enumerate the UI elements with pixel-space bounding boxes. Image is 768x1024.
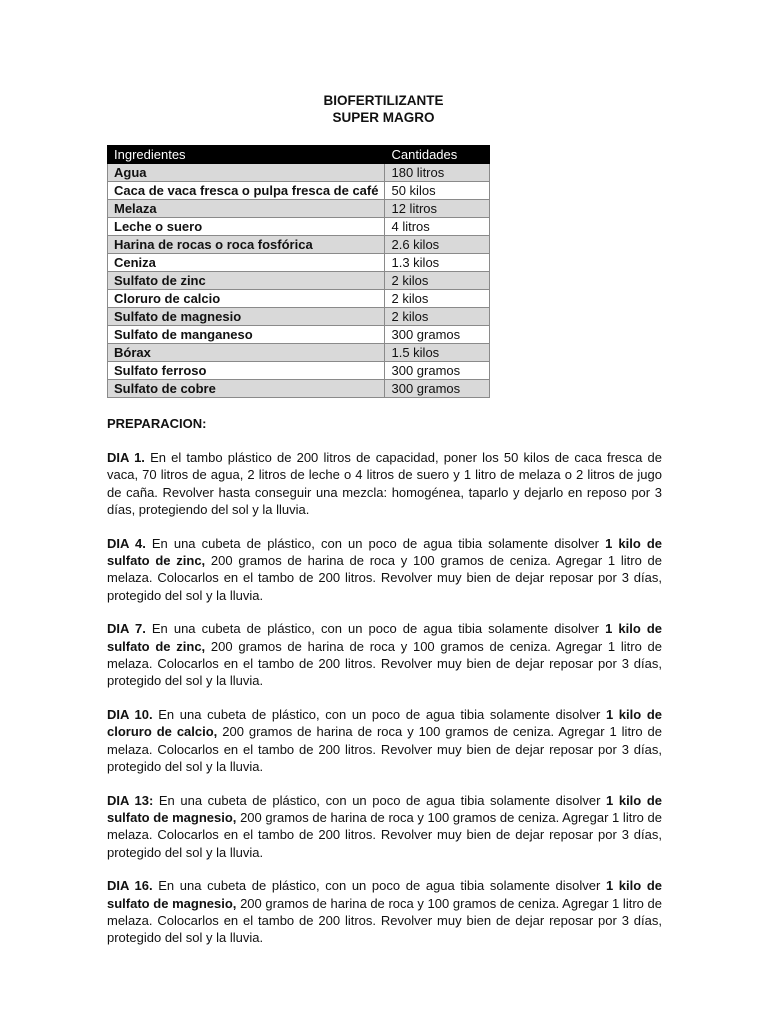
table-header-row xyxy=(108,146,490,164)
title-line-2: SUPER MAGRO xyxy=(332,110,435,125)
ingredient-name: Caca de vaca fresca o pulpa fresca de café xyxy=(108,182,385,200)
paragraph-dia-16 xyxy=(107,877,662,947)
table-row xyxy=(108,200,490,218)
paragraph-text: En una cubeta de plástico, con un poco de agua tibia solamente disolver xyxy=(145,621,606,637)
paragraph-dia-10 xyxy=(107,706,662,776)
ingredient-name: Sulfato de cobre xyxy=(108,380,385,398)
ingredient-name: Cloruro de calcio xyxy=(108,290,385,308)
ingredient-quantity: 2 kilos xyxy=(385,290,490,308)
ingredient-quantity: 300 gramos xyxy=(385,380,490,398)
paragraph-text-rest: 200 gramos de harina de roca y 100 gramos de ceniza. Agregar 1 litro de melaza. Colocarlos en el tambo de 200 litros. Revolver muy bien de dejar reposar por 3 días, protegido del sol y la lluvia. xyxy=(107,553,663,603)
table-row xyxy=(108,218,490,236)
ingredient-quantity: 12 litros xyxy=(385,200,490,218)
paragraph-highlight: 1 kilo de cloruro de calcio, xyxy=(107,706,663,740)
paragraph-text: En el tambo plástico de 200 litros de capacidad, poner los 50 kilos de caca fresca de vaca, 70 litros de agua, 2 litros de leche o 4 litros de suero y 1 litro de melaza o 2 litros de jugo de caña. Revolver hasta conseguir una mezcla: homogénea, taparlo y dejarlo en reposo por 3 días, protegiendo del sol y la lluvia. xyxy=(107,450,663,518)
day-label: DIA 7. xyxy=(107,621,146,637)
table-row xyxy=(108,290,490,308)
ingredient-name: Harina de rocas o roca fosfórica xyxy=(108,236,385,254)
header-cantidades: Cantidades xyxy=(385,146,490,164)
day-label: DIA 4. xyxy=(107,535,146,551)
table-row xyxy=(108,164,490,182)
paragraph-dia-4 xyxy=(107,535,662,605)
table-row xyxy=(108,254,490,272)
paragraph-text: En una cubeta de plástico, con un poco de agua tibia solamente disolver xyxy=(152,878,606,894)
ingredient-name: Ceniza xyxy=(108,254,385,272)
paragraph-text-rest: 200 gramos de harina de roca y 100 gramos de ceniza. Agregar 1 litro de melaza. Colocarlos en el tambo de 200 litros. Revolver muy bien de dejar reposar por 3 días, protegido del sol y la lluvia. xyxy=(107,809,663,860)
paragraph-text-rest: 200 gramos de harina de roca y 100 gramos de ceniza. Agregar 1 litro de melaza. Colocarlos en el tambo de 200 litros. Revolver muy bien de dejar reposar por 3 días, protegido del sol y la lluvia. xyxy=(107,724,662,775)
table-row xyxy=(108,182,490,200)
day-label: DIA 13: xyxy=(107,792,154,808)
day-label: DIA 10. xyxy=(107,706,153,722)
paragraph-dia-1 xyxy=(107,449,662,519)
paragraph-text-rest: 200 gramos de harina de roca y 100 gramos de ceniza. Agregar 1 litro de melaza. Colocarlos en el tambo de 200 litros. Revolver muy bien de dejar reposar por 3 días, protegido del sol y la lluvia. xyxy=(107,895,663,946)
paragraph-dia-7 xyxy=(107,620,662,690)
header-ingredientes: Ingredientes xyxy=(108,146,385,164)
paragraph-highlight: 1 kilo de sulfato de zinc, xyxy=(107,535,662,569)
paragraph-text: En una cubeta de plástico, con un poco de agua tibia solamente disolver xyxy=(152,706,606,722)
paragraph-text: En una cubeta de plástico, con un poco de agua tibia solamente disolver xyxy=(145,535,606,551)
ingredient-quantity: 2.6 kilos xyxy=(385,236,490,254)
ingredients-table xyxy=(107,145,490,398)
paragraph-dia-13 xyxy=(107,792,662,862)
ingredient-name: Agua xyxy=(108,164,385,182)
ingredient-quantity: 2 kilos xyxy=(385,272,490,290)
table-row xyxy=(108,272,490,290)
table-row xyxy=(108,308,490,326)
ingredient-quantity: 4 litros xyxy=(385,218,490,236)
ingredient-quantity: 300 gramos xyxy=(385,326,490,344)
ingredient-name: Sulfato de magnesio xyxy=(108,308,385,326)
ingredient-quantity: 2 kilos xyxy=(385,308,490,326)
ingredient-name: Sulfato ferroso xyxy=(108,362,385,380)
table-row xyxy=(108,344,490,362)
ingredient-name: Melaza xyxy=(108,200,385,218)
ingredient-name: Sulfato de zinc xyxy=(108,272,385,290)
title-line-1: BIOFERTILIZANTE xyxy=(323,93,444,108)
paragraph-text: En una cubeta de plástico, con un poco de agua tibia solamente disolver xyxy=(153,792,607,808)
paragraph-text-rest: 200 gramos de harina de roca y 100 gramos de ceniza. Agregar 1 litro de melaza. Colocarlos en el tambo de 200 litros. Revolver muy bien de dejar reposar por 3 días, protegido del sol y la lluvia. xyxy=(107,638,663,689)
ingredient-quantity: 1.5 kilos xyxy=(385,344,490,362)
ingredient-quantity: 1.3 kilos xyxy=(385,254,490,272)
ingredient-quantity: 50 kilos xyxy=(385,182,490,200)
ingredient-name: Sulfato de manganeso xyxy=(108,326,385,344)
document-page xyxy=(107,92,662,947)
day-label: DIA 1. xyxy=(107,450,145,465)
ingredient-name: Leche o suero xyxy=(108,218,385,236)
document-title xyxy=(107,92,662,126)
table-row xyxy=(108,326,490,344)
ingredient-quantity: 180 litros xyxy=(385,164,490,182)
preparacion-heading: PREPARACION: xyxy=(107,416,207,431)
table-row xyxy=(108,362,490,380)
table-row xyxy=(108,380,490,398)
ingredient-quantity: 300 gramos xyxy=(385,362,490,380)
ingredients-table-body xyxy=(108,164,490,398)
table-row xyxy=(108,236,490,254)
paragraph-highlight: 1 kilo de sulfato de magnesio, xyxy=(107,878,663,911)
day-label: DIA 16. xyxy=(107,878,153,894)
paragraph-highlight: 1 kilo de sulfato de magnesio, xyxy=(107,792,662,825)
paragraph-highlight: 1 kilo de sulfato de zinc, xyxy=(107,621,662,654)
ingredient-name: Bórax xyxy=(108,344,385,362)
